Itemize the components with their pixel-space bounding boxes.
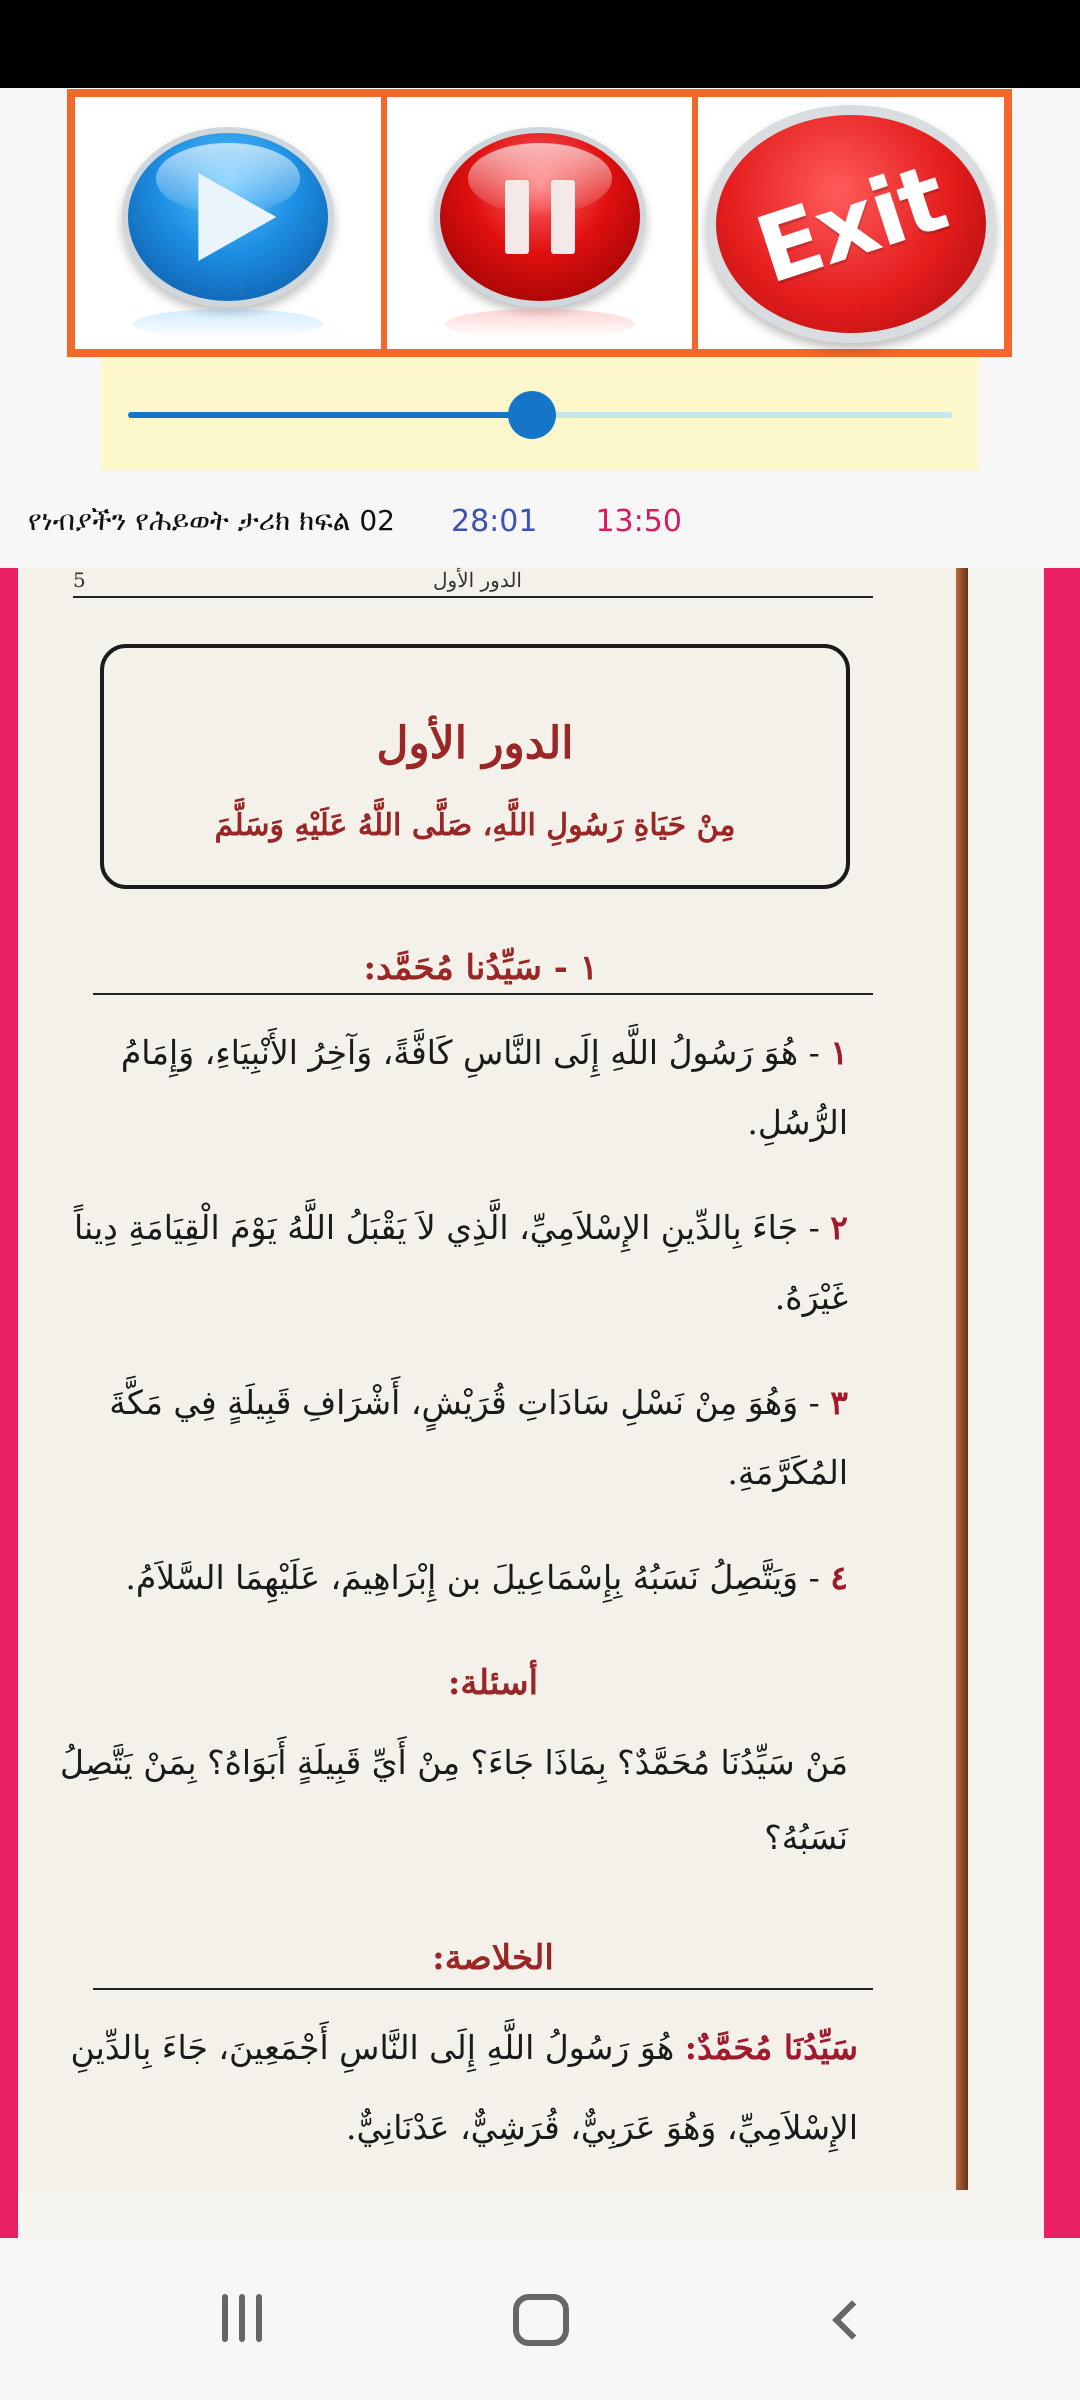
page-number: 5 bbox=[73, 568, 86, 592]
seek-bar-progress bbox=[128, 412, 532, 418]
seek-bar-container bbox=[101, 357, 979, 470]
system-navigation-bar bbox=[0, 2238, 1080, 2400]
point-2-line-2: غَيْرَهُ. bbox=[774, 1278, 848, 1317]
exit-icon bbox=[706, 105, 996, 343]
summary-line-1: سَيِّدُنَا مُحَمَّدٌ: هُوَ رَسُولُ اللَّهِ إِلَى النَّاسِ أَجْمَعِينَ، جَاءَ بِالدِّينِ bbox=[70, 2028, 858, 2067]
current-position: 13:50 bbox=[595, 503, 682, 539]
section-rule bbox=[93, 993, 873, 995]
total-duration: 28:01 bbox=[451, 503, 538, 539]
media-controls bbox=[67, 89, 1012, 357]
viewer-right-border bbox=[1044, 568, 1062, 2238]
point-3-line-1: ٣ - وَهُوَ مِنْ نَسْلِ سَادَاتِ قُرَيْشٍ، أَشْرَافِ قَبِيلَةٍ فِي مَكَّةَ bbox=[109, 1383, 848, 1422]
back-icon[interactable] bbox=[832, 2300, 872, 2340]
summary-line-2: الإِسْلاَمِيِّ، وَهُوَ عَرَبِيٌّ، قُرَشِيٌّ، عَدْنَانِيٌّ. bbox=[346, 2108, 858, 2147]
document-viewer[interactable] bbox=[0, 568, 1080, 2238]
section-heading: ١ - سَيِّدُنا مُحَمَّد: bbox=[363, 948, 598, 988]
questions-heading: أسئلة: bbox=[447, 1663, 539, 1703]
seek-bar[interactable] bbox=[128, 412, 952, 418]
status-bar bbox=[0, 0, 1080, 88]
page-binding-edge bbox=[956, 568, 968, 2190]
track-info bbox=[28, 495, 1058, 547]
summary-rule bbox=[93, 1988, 873, 1990]
seek-bar-thumb[interactable] bbox=[508, 391, 556, 439]
pause-icon bbox=[434, 127, 646, 307]
page-sheet bbox=[18, 568, 1062, 2238]
chapter-title: الدور الأول bbox=[376, 718, 574, 769]
question-line-2: نَسَبُهُ؟ bbox=[764, 1818, 848, 1857]
header-rule bbox=[73, 596, 873, 598]
running-head-title: الدور الأول bbox=[433, 568, 522, 592]
play-icon bbox=[122, 127, 334, 307]
chapter-frame bbox=[100, 644, 850, 889]
running-header bbox=[73, 568, 873, 592]
point-1-line-1: ١ - هُوَ رَسُولُ اللَّهِ إِلَى النَّاسِ كَافَّةً، وَآخِرُ الأَنْبِيَاءِ، وَإِمَامُ bbox=[120, 1033, 848, 1072]
exit-button[interactable] bbox=[692, 97, 1004, 349]
home-icon[interactable] bbox=[513, 2294, 569, 2346]
point-3-line-2: المُكَرَّمَةِ. bbox=[727, 1453, 848, 1492]
chapter-subtitle: مِنْ حَيَاةِ رَسُولِ اللَّهِ، صَلَّى اللَّهُ عَلَيْهِ وَسَلَّمَ bbox=[214, 808, 736, 843]
scanned-page bbox=[18, 568, 968, 2190]
question-line-1: مَنْ سَيِّدُنَا مُحَمَّدٌ؟ بِمَاذَا جَاءَ؟ مِنْ أَيِّ قَبِيلَةٍ أَبَوَاهُ؟ بِمَنْ يَتَّصِلُ bbox=[59, 1743, 848, 1782]
point-2-line-1: ٢ - جَاءَ بِالدِّينِ الإِسْلاَمِيِّ، الَّذِي لاَ يَقْبَلُ اللَّهُ يَوْمَ الْقِيَامَةِ دِيناً bbox=[73, 1208, 848, 1247]
point-4-line-1: ٤ - وَيَتَّصِلُ نَسَبُهُ بِإِسْمَاعِيلَ بن إِبْرَاهِيمَ، عَلَيْهِمَا السَّلاَمُ. bbox=[125, 1558, 848, 1597]
point-1-line-2: الرُّسُلِ. bbox=[747, 1103, 848, 1142]
summary-heading: الخلاصة: bbox=[432, 1938, 554, 1978]
recents-icon[interactable] bbox=[182, 2284, 302, 2354]
track-title: የነብያችን የሕይወት ታሪክ ክፍል 02 bbox=[28, 504, 395, 537]
pause-button[interactable] bbox=[381, 97, 693, 349]
exit-label: Exit bbox=[744, 143, 958, 305]
play-button[interactable] bbox=[75, 97, 381, 349]
